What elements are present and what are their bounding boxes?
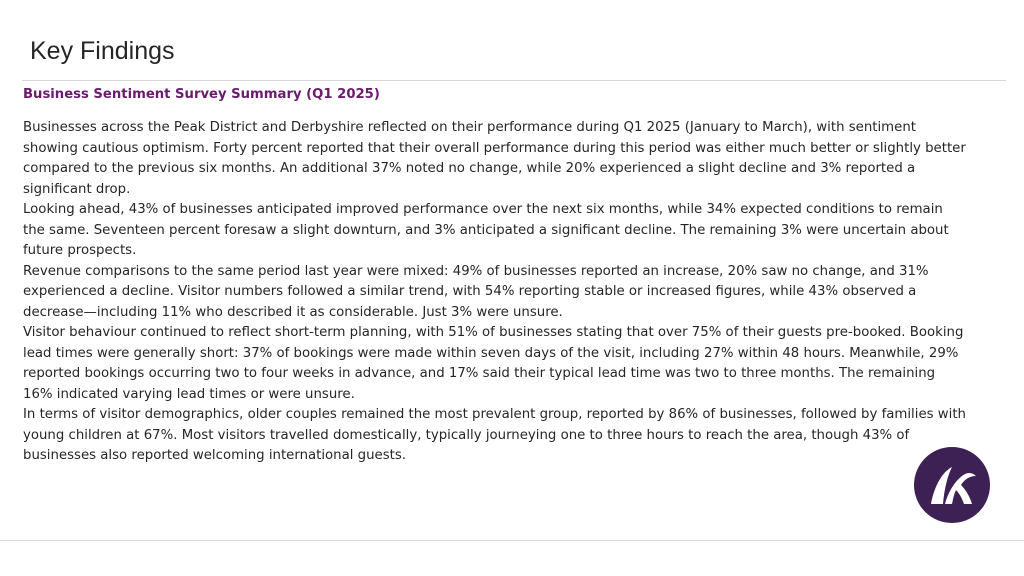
paragraph-outlook: Looking ahead, 43% of businesses anticipated improved performance over the next six months, while 34% expected conditions to remain the same. Seventeen percent foresaw a slight downturn, and 3% anticipated a significant decline. The remaining 3% were uncertain about future prospects. bbox=[23, 202, 949, 258]
paragraph-demographics: In terms of visitor demographics, older couples remained the most prevalent group, reported by 86% of businesses, followed by families with young children at 67%. Most visitors travelled domestically, typically journeying one to three hours to reach the area, though 43% of businesses also reported welcoming international guests. bbox=[23, 407, 966, 463]
paragraph-revenue: Revenue comparisons to the same period last year were mixed: 49% of businesses reported an increase, 20% saw no change, and 31% experienced a decline. Visitor numbers followed a similar trend, with 54% reporting stable or increased figures, while 43% observed a decrease—including 11% who described it as considerable. Just 3% were unsure. bbox=[23, 263, 929, 320]
logo-graphic bbox=[914, 447, 990, 523]
paragraph-booking: Visitor behaviour continued to reflect short-term planning, with 51% of businesses stating that over 75% of their guests pre-booked. Booking lead times were generally short: 37% of bookings were made within seven days of the visit, including 27% within 48 hours. Meanwhile, 29% reported bookings occurring two to four weeks in advance, and 17% said their typical lead time was two to three months. The remaining 16% indicated varying lead times or were unsure. bbox=[23, 325, 964, 402]
body-text bbox=[23, 118, 968, 467]
slide-title: Key Findings bbox=[30, 37, 175, 65]
paragraph-performance: Businesses across the Peak District and Derbyshire reflected on their performance during Q1 2025 (January to March), with sentiment showing cautious optimism. Forty percent reported that their overall performance during this period was either much better or slightly better compared to the previous six months. An additional 37% noted no change, while 20% experienced a slight decline and 3% reported a significant drop. bbox=[23, 120, 966, 197]
logo-circle bbox=[914, 447, 990, 523]
organisation-logo-icon bbox=[914, 447, 990, 523]
footer-divider bbox=[0, 540, 1024, 541]
section-heading: Business Sentiment Survey Summary (Q1 2025) bbox=[23, 87, 380, 102]
title-divider bbox=[22, 80, 1006, 81]
